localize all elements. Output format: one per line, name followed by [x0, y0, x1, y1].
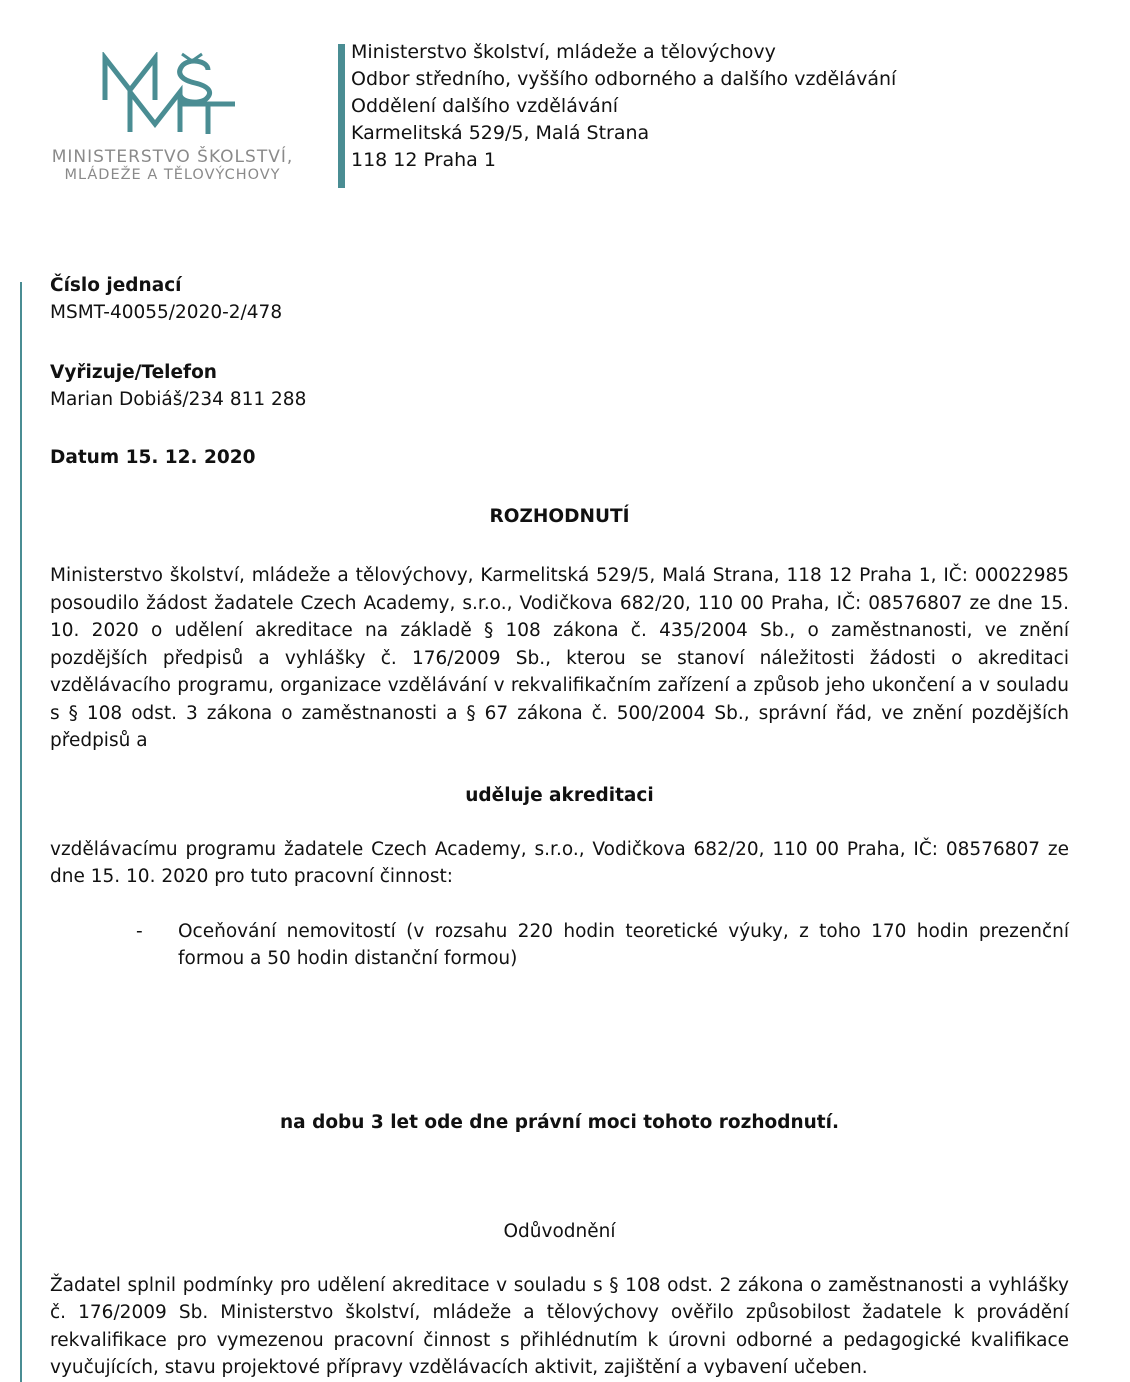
sender-address	[351, 39, 896, 174]
ministry-logo	[30, 52, 315, 192]
logo-text-line1: MINISTERSTVO ŠKOLSTVÍ,	[51, 147, 294, 167]
duration-statement: na dobu 3 let ode dne právní moci tohoto rozhodnutí.	[279, 1111, 840, 1133]
document-body	[50, 272, 1069, 1382]
activity-text: Oceňování nemovitostí (v rozsahu 220 hodin teoretické výuky, z toho 170 hodin prezenční formou a 50 hodin distanční formou)	[178, 920, 1069, 969]
intro-paragraph: Ministerstvo školství, mládeže a tělovýchovy, Karmelitská 529/5, Malá Strana, 118 12 Praha 1, IČ: 00022985 posoudilo žádost žadatele Czech Academy, s.r.o., Vodičkova 682/20, 110 00 Praha, IČ: 08576807 ze dne 15. 10. 2020 o udělení akreditace na základě § 108 zákona č. 435/2004 Sb., o zaměstnanosti, ve znění pozdějších předpisů a vyhlášky č. 176/2009 Sb., kterou se stanoví náležitosti žádosti o akreditaci vzdělávacího programu, organizace vzdělávání v rekvalifikačním zařízení a způsob jeho ukončení a v souladu s § 108 odst. 3 zákona o zaměstnanosti a § 67 zákona č. 500/2004 Sb., správní řád, ve znění pozdějších předpisů a	[50, 565, 1069, 751]
grant-heading: uděluje akreditaci	[465, 784, 654, 806]
contact-value: Marian Dobiáš/234 811 288	[50, 389, 307, 410]
activity-list-item	[50, 918, 1069, 973]
program-paragraph: vzdělávacímu programu žadatele Czech Academy, s.r.o., Vodičkova 682/20, 110 00 Praha, IČ: 08576807 ze dne 15. 10. 2020 pro tuto pracovní činnost:	[50, 838, 1069, 887]
decision-title: ROZHODNUTÍ	[489, 506, 630, 527]
ref-label: Číslo jednací	[50, 275, 182, 296]
page-margin-rule	[20, 282, 22, 1382]
address-line: Karmelitská 529/5, Malá Strana	[351, 122, 650, 144]
address-line: Ministerstvo školství, mládeže a tělovýchovy	[351, 41, 776, 63]
bullet-dash: -	[136, 920, 143, 942]
logo-monogram	[30, 52, 315, 147]
address-line: 118 12 Praha 1	[351, 149, 496, 171]
logo-text-line2: MLÁDEŽE A TĚLOVÝCHOVY	[64, 167, 281, 183]
justification-paragraph: Žadatel splnil podmínky pro udělení akreditace v souladu s § 108 odst. 2 zákona o zaměstnanosti a vyhlášky č. 176/2009 Sb. Ministerstvo školství, mládeže a tělovýchovy ověřilo způsobilost žadatele k provádění rekvalifikace pro vymezenou pracovní činnost s přihlédnutím k úrovni odborné a pedagogické kvalifikace vyučujících, stavu projektové přípravy vzdělávacích aktivit, zajištění a vybavení učeben.	[50, 1274, 1069, 1378]
header-divider	[338, 44, 345, 188]
contact-label: Vyřizuje/Telefon	[50, 362, 217, 383]
justification-heading: Odůvodnění	[503, 1220, 616, 1242]
address-line: Odbor středního, vyššího odborného a dalšího vzdělávání	[351, 68, 897, 90]
document-date: Datum 15. 12. 2020	[50, 447, 256, 468]
ref-value: MSMT-40055/2020-2/478	[50, 302, 283, 323]
address-line: Oddělení dalšího vzdělávání	[351, 95, 619, 117]
